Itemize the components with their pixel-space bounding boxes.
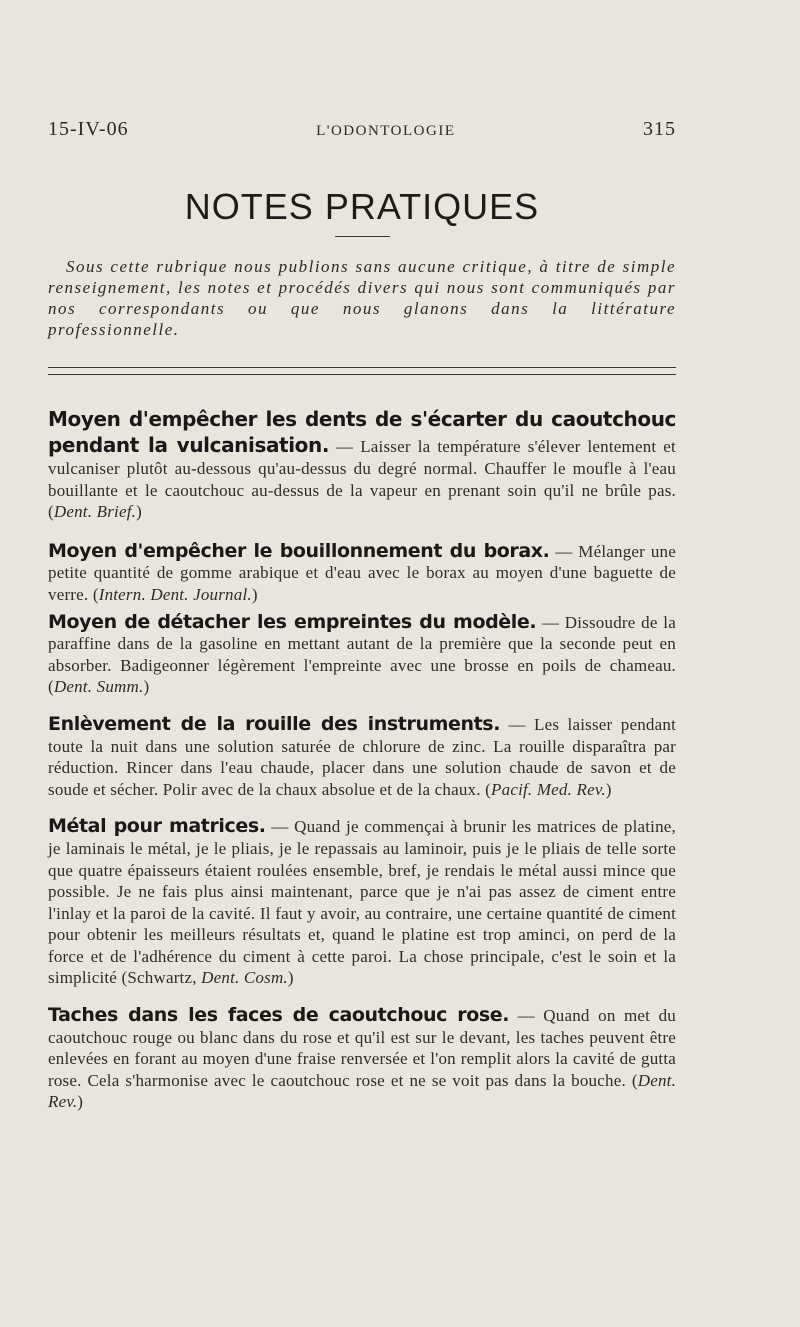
note-paragraph: Moyen d'empêcher le bouillonnement du borax. — Mélanger une petite quantité de gomme arabique et d'eau avec le borax au moyen d'une baguette de verre. (Intern. Dent. Journal.) [48, 539, 676, 604]
notes-list [48, 406, 676, 1123]
note-heading: Moyen d'empêcher le bouillonnement du borax. [48, 539, 550, 562]
note-dash: — [500, 714, 535, 734]
note-paragraph: Métal pour matrices. — Quand je commençai à brunir les matrices de platine, je laminais le métal, je le pliais, je le repassais au laminoir, puis je le pliais de telle sorte que quatre épaisseurs étaient roulées ensemble, bref, je rendais le métal aussi mince que possible. Je ne fais plus ainsi maintenant, parce que je n'ai pas assez de ciment entre l'inlay et la paroi de la cavité. Il faut y avoir, au contraire, une certaine quantité de ciment pour obtenir les meilleurs résultats et, quand le platine est trop aminci, on perd de la force et de l'adhérence du ciment à cette paroi. La chose principale, c'est le soin et la simplicité (Schwartz, Dent. Cosm.) [48, 815, 676, 988]
note-paragraph: Moyen d'empêcher les dents de s'écarter du caoutchouc pendant la vulcanisation. — Laisser la température s'élever lentement et vulcaniser plutôt au-dessous qu'au-dessus du degré normal. Chauffer le moufle à l'eau bouillante et le caoutchouc au-dessus de la vapeur en prenant soin qu'il ne brûle pas. (Dent. Brief.) [48, 407, 676, 522]
note-dash: — [536, 612, 565, 632]
journal-title: L'ODONTOLOGIE [316, 123, 456, 139]
note-source-author: Schwartz, [127, 968, 202, 988]
note-heading: Moyen de détacher les empreintes du modèle. [48, 610, 537, 633]
issue-date: 15-IV-06 [48, 118, 129, 140]
section-title: NOTES PRATIQUES [184, 186, 540, 227]
note-body: Dissoudre de la paraffine dans de la gasoline en mettant autant de la première que la seconde peut en absorber. Badigeonner légèrement l'empreinte avec une brosse en poils de chameau. [48, 612, 676, 675]
running-head [48, 118, 676, 141]
note-source: Dent. Cosm. [201, 968, 288, 988]
note-source: Dent. Brief. [53, 502, 137, 522]
section-intro: Sous cette rubrique nous publions sans aucune critique, à titre de simple renseignement, les notes et procédés divers qui nous sont communiqués par nos correspondants ou que nous glanons dans la littérature professionnelle. [48, 257, 676, 339]
note-paragraph: Taches dans les faces de caoutchouc rose. — Quand on met du caoutchouc rouge ou blanc dans du rose et qu'il est sur le devant, les taches peuvent être enlevées en forant au moyen d'une fraise renversée et l'on remplit alors la cavité de gutta rose. Cela s'harmonise avec le caoutchouc rose et ne se voit pas dans la bouche. (Dent. Rev.) [48, 1004, 677, 1112]
note-source: Dent. Rev. [48, 1070, 677, 1112]
note-paragraph: Enlèvement de la rouille des instruments. — Les laisser pendant toute la nuit dans une solution saturée de chlorure de zinc. La rouille disparaîtra par réduction. Rincer dans l'eau chaude, placer dans une solution chaude de savon et de soude et sécher. Polir avec de la chaux absolue et de la chaux. (Pacif. Med. Rev.) [48, 712, 676, 799]
note-heading: Moyen d'empêcher les dents de s'écarter du caoutchouc pendant la vulcanisation. [48, 407, 676, 457]
note-heading: Métal pour matrices. [48, 815, 266, 838]
page-number: 315 [643, 118, 676, 140]
note-dash: — [265, 817, 295, 837]
note-heading: Enlèvement de la rouille des instruments. [48, 712, 501, 735]
note-paragraph: Moyen de détacher les empreintes du modèle. — Dissoudre de la paraffine dans de la gasoline en mettant autant de la première que la seconde peut en absorber. Badigeonner légèrement l'empreinte avec une brosse en poils de chameau. (Dent. Summ.) [48, 610, 676, 697]
note-source: Dent. Summ. [53, 677, 144, 697]
title-rule [335, 236, 390, 237]
note-body: Les laisser pendant toute la nuit dans une solution saturée de chlorure de zinc. La rouille disparaîtra par réduction. Rincer dans l'eau chaude, placer dans une solution chaude de savon et de soude et sécher. Polir avec de la chaux absolue et de la chaux. [48, 714, 676, 799]
note-source: Pacif. Med. Rev. [491, 779, 606, 799]
note-dash: — [549, 541, 579, 561]
note-body: Laisser la température s'élever lentement et vulcaniser plutôt au-dessous qu'au-dessus du degré normal. Chauffer le moufle à l'eau bouillante et le caoutchouc au-dessus de la vapeur en prenant soin qu'il ne brûle pas. [48, 437, 676, 500]
note-heading: Taches dans les faces de caoutchouc rose. [48, 1004, 510, 1027]
note-body: Quand on met du caoutchouc rouge ou blanc dans du rose et qu'il est sur le devant, les taches peuvent être enlevées en forant au moyen d'une fraise renversée et l'on remplit alors la cavité de gutta rose. Cela s'harmonise avec le caoutchouc rose et ne se voit pas dans la bouche. [48, 1006, 676, 1090]
double-rule-divider [48, 367, 676, 375]
note-body: Mélanger une petite quantité de gomme arabique et d'eau avec le borax au moyen d'une baguette de verre. [48, 541, 676, 604]
note-dash: — [329, 437, 361, 456]
note-body: Quand je commençai à brunir les matrices de platine, je laminais le métal, je le pliais, je le repassais au laminoir, puis je le pliais de telle sorte que quatre épaisseurs étaient roulées ensemble, bref, je rendais le métal aussi mince que possible. Je ne fais plus ainsi maintenant, parce que je n'ai pas assez de ciment entre l'inlay et la paroi de la cavité. Il faut y avoir, au contraire, une certaine quantité de ciment pour obtenir les meilleurs résultats et, quand le platine est trop aminci, on perd de la force et de l'adhérence du ciment à cette paroi. La chose principale, c'est le soin et la simplicité [48, 817, 676, 988]
note-source: Intern. Dent. Journal. [98, 584, 252, 604]
note-dash: — [509, 1006, 544, 1026]
